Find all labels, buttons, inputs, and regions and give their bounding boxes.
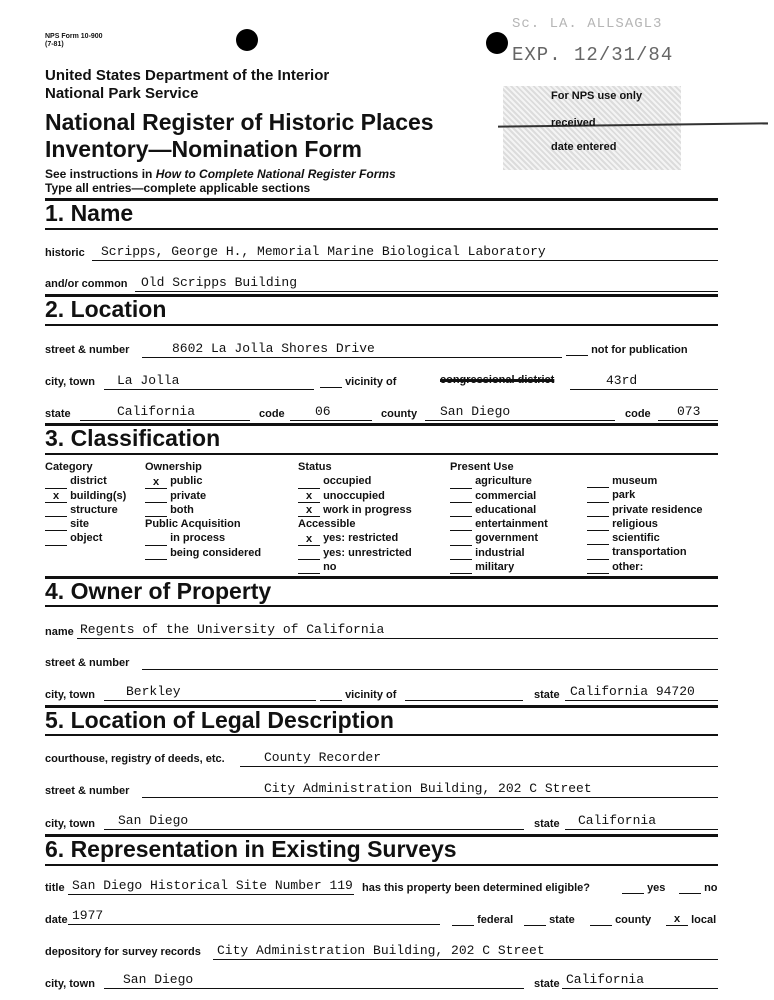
field-line — [142, 357, 562, 358]
category-column — [45, 460, 126, 546]
ownership-private[interactable]: private — [145, 489, 261, 503]
city-field[interactable]: La Jolla — [117, 373, 180, 388]
category-district[interactable]: district — [45, 474, 126, 488]
owner-street-label: street & number — [45, 657, 130, 669]
accessible-yes-restricted[interactable]: x yes: restricted — [298, 531, 412, 545]
status-heading: Status — [298, 461, 332, 473]
county-code-field[interactable]: 073 — [677, 404, 701, 419]
form-title: National Register of Historic Places Inventory—Nomination Form — [45, 109, 434, 162]
owner-city-field[interactable]: Berkley — [126, 684, 181, 699]
section-rule — [45, 198, 718, 201]
survey-title-label: title — [45, 882, 65, 894]
status-column — [298, 460, 412, 574]
use-transportation[interactable]: transportation — [587, 545, 703, 559]
service-name: National Park Service — [45, 85, 199, 102]
use-park[interactable]: park — [587, 488, 703, 502]
common-name-label: and/or common — [45, 278, 128, 290]
county-label: county — [381, 408, 418, 420]
field-line — [565, 700, 718, 701]
not-for-publication[interactable]: not for publication — [566, 344, 688, 356]
owner-state-label: state — [534, 689, 560, 701]
use-educational[interactable]: educational — [450, 503, 548, 517]
field-line — [240, 766, 718, 767]
use-religious[interactable]: religious — [587, 517, 703, 531]
field-line — [213, 959, 718, 960]
expiry-stamp: EXP. 12/31/84 — [512, 44, 674, 66]
use-industrial[interactable]: industrial — [450, 546, 548, 560]
owner-name-label: name — [45, 626, 74, 638]
owner-city-label: city, town — [45, 689, 95, 701]
section-rule — [45, 228, 718, 230]
section-rule — [45, 605, 718, 607]
state-field[interactable]: California — [117, 404, 196, 419]
form-number: NPS Form 10-900 (7-81) — [45, 33, 103, 48]
district-field[interactable]: 43rd — [606, 373, 638, 388]
nps-use-heading: For NPS use only — [551, 90, 643, 102]
survey-local[interactable]: x local — [666, 914, 716, 926]
present-use-column-2 — [587, 474, 703, 574]
depository-label: depository for survey records — [45, 946, 201, 958]
registration-dot — [236, 29, 258, 51]
public-acquisition-heading: Public Acquisition — [145, 518, 241, 531]
field-line — [135, 291, 718, 292]
survey-date-label: date — [45, 914, 68, 926]
category-site[interactable]: site — [45, 517, 126, 531]
use-commercial[interactable]: commercial — [450, 489, 548, 503]
use-agriculture[interactable]: agriculture — [450, 474, 548, 488]
section-3-heading: 3. Classification — [45, 425, 221, 451]
survey-city-field[interactable]: San Diego — [123, 972, 194, 987]
field-line — [290, 420, 372, 421]
status-unoccupied[interactable]: x unoccupied — [298, 489, 412, 503]
field-line — [68, 894, 354, 895]
field-line — [68, 924, 440, 925]
section-1-heading: 1. Name — [45, 200, 134, 226]
field-line — [77, 638, 718, 639]
category-structure[interactable]: structure — [45, 503, 126, 517]
stamp-line: Sc. LA. ALLSAGL3 — [512, 16, 663, 32]
field-line — [104, 988, 524, 989]
eligible-yes[interactable]: yes — [622, 882, 665, 894]
field-line — [92, 260, 718, 261]
legal-city-field[interactable]: San Diego — [118, 813, 189, 828]
field-line — [80, 420, 250, 421]
state-code-field[interactable]: 06 — [315, 404, 331, 419]
use-scientific[interactable]: scientific — [587, 531, 703, 545]
section-6-heading: 6. Representation in Existing Surveys — [45, 836, 457, 862]
legal-state-label: state — [534, 818, 560, 830]
date-entered-label: date entered — [551, 141, 617, 153]
use-entertainment[interactable]: entertainment — [450, 517, 548, 531]
acquisition-being-considered[interactable]: being considered — [145, 546, 261, 560]
survey-state-label: state — [534, 978, 560, 990]
owner-name-field[interactable]: Regents of the University of California — [80, 622, 385, 637]
owner-vicinity-option[interactable]: vicinity of — [320, 689, 396, 701]
use-museum[interactable]: museum — [587, 474, 703, 488]
field-line — [104, 829, 524, 830]
common-name-field[interactable]: Old Scripps Building — [141, 275, 298, 290]
legal-street-label: street & number — [45, 785, 130, 797]
ownership-column — [145, 460, 261, 560]
field-line — [405, 700, 523, 701]
district-label-struck: congressional district — [440, 374, 555, 386]
section-4-heading: 4. Owner of Property — [45, 578, 272, 604]
agency-block — [45, 67, 329, 103]
survey-date-field[interactable]: 1977 — [72, 908, 104, 923]
use-military[interactable]: military — [450, 560, 548, 574]
section-rule — [45, 734, 718, 736]
survey-federal[interactable]: federal — [452, 914, 513, 926]
field-line — [658, 420, 718, 421]
eligible-no[interactable]: no — [679, 882, 718, 894]
use-private-residence[interactable]: private residence — [587, 503, 703, 517]
department-name: United States Department of the Interior — [45, 67, 330, 84]
category-heading: Category — [45, 461, 93, 473]
county-field[interactable]: San Diego — [440, 404, 511, 419]
received-label: received — [551, 117, 596, 129]
status-occupied[interactable]: occupied — [298, 474, 412, 488]
section-5-heading: 5. Location of Legal Description — [45, 707, 394, 733]
survey-state[interactable]: state — [524, 914, 575, 926]
courthouse-field[interactable]: County Recorder — [264, 750, 382, 765]
accessible-no[interactable]: no — [298, 560, 412, 574]
field-line — [104, 700, 316, 701]
vicinity-option[interactable]: vicinity of — [320, 376, 396, 388]
field-line — [104, 389, 314, 390]
category-buildings[interactable]: x building(s) — [45, 489, 126, 503]
use-government[interactable]: government — [450, 531, 548, 545]
accessible-yes-unrestricted[interactable]: yes: unrestricted — [298, 546, 412, 560]
field-line — [142, 797, 718, 798]
instructions: See instructions in How to Complete National Register Forms Type all entries—complete applicable sections — [45, 167, 396, 195]
field-line — [570, 389, 718, 390]
survey-county[interactable]: county — [590, 914, 651, 926]
survey-title-field[interactable]: San Diego Historical Site Number 119 — [72, 878, 353, 893]
depository-field[interactable]: City Administration Building, 202 C Street — [217, 943, 545, 958]
state-code-label: code — [259, 408, 285, 420]
field-line — [562, 988, 718, 989]
legal-city-label: city, town — [45, 818, 95, 830]
registration-dot — [486, 32, 508, 54]
section-rule — [45, 864, 718, 866]
section-2-heading: 2. Location — [45, 296, 167, 322]
street-field[interactable]: 8602 La Jolla Shores Drive — [172, 341, 375, 356]
present-use-column — [450, 460, 548, 574]
legal-state-field[interactable]: California — [578, 813, 657, 828]
historic-name-field[interactable]: Scripps, George H., Memorial Marine Biological Laboratory — [101, 244, 546, 259]
county-code-label: code — [625, 408, 651, 420]
owner-street-field[interactable] — [142, 669, 718, 670]
field-line — [565, 829, 718, 830]
survey-city-label: city, town — [45, 978, 95, 990]
category-object[interactable]: object — [45, 531, 126, 545]
historic-label: historic — [45, 247, 85, 259]
acquisition-in-process[interactable]: in process — [145, 531, 261, 545]
courthouse-label: courthouse, registry of deeds, etc. — [45, 753, 225, 765]
legal-street-field[interactable]: City Administration Building, 202 C Street — [264, 781, 592, 796]
street-label: street & number — [45, 344, 130, 356]
section-rule — [45, 453, 718, 455]
section-rule — [45, 324, 718, 326]
field-line — [425, 420, 615, 421]
ownership-both[interactable]: both — [145, 503, 261, 517]
owner-state-field[interactable]: California 94720 — [570, 684, 695, 699]
status-work-in-progress[interactable]: x work in progress — [298, 503, 412, 517]
present-use-heading: Present Use — [450, 461, 514, 473]
accessible-heading: Accessible — [298, 518, 356, 531]
state-label: state — [45, 408, 71, 420]
use-other[interactable]: other: — [587, 560, 703, 574]
survey-state-field[interactable]: California — [566, 972, 645, 987]
eligible-question: has this property been determined eligible? — [362, 882, 590, 894]
city-label: city, town — [45, 376, 95, 388]
ownership-heading: Ownership — [145, 461, 202, 473]
ownership-public[interactable]: x public — [145, 474, 261, 488]
